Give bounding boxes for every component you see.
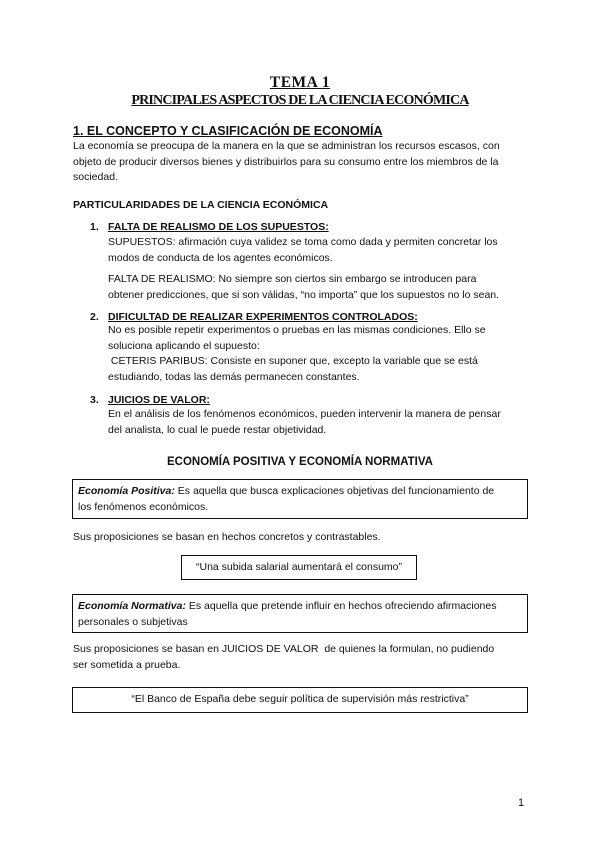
list-number: 1. (90, 221, 99, 233)
section-2-heading: ECONOMÍA POSITIVA Y ECONOMÍA NORMATIVA (166, 456, 433, 468)
normativa-example-box (72, 687, 528, 713)
list-item-2-body (108, 323, 486, 385)
text-line: Sus proposiciones se basan en JUICIOS DE VALOR de quienes la formulan, no pudiendo (73, 643, 495, 655)
normativa-definition-cont: personales o subjetivas (78, 615, 188, 628)
section-1-heading: 1. EL CONCEPTO Y CLASIFICACIÓN DE ECONOMÍA (73, 124, 383, 138)
text-line: sociedad. (73, 171, 118, 183)
text-line: modos de conducta de los agentes económicos. (108, 251, 333, 264)
particularidades-heading: PARTICULARIDADES DE LA CIENCIA ECONÓMICA (73, 199, 329, 211)
list-item-1-falta-realismo (108, 272, 499, 303)
text-line: En el análisis de los fenómenos económicos, pueden intervenir la manera de pensar (108, 408, 501, 420)
list-item-1-supuestos (108, 235, 498, 266)
text-line: La economía se preocupa de la manera en la que se administran los recursos escasos, con (73, 140, 500, 152)
section-1-intro (73, 139, 500, 186)
normativa-note (73, 642, 494, 673)
normativa-example: “El Banco de España debe seguir política de supervisión más restrictiva” (131, 693, 469, 705)
list-label: DIFICULTAD DE REALIZAR EXPERIMENTOS CONTROLADOS: (108, 311, 418, 323)
text-line: FALTA DE REALISMO: No siempre son ciertos sin embargo se introducen para (108, 273, 477, 285)
text-line: CETERIS PARIBUS: Consiste en suponer que, excepto la variable que se está (108, 355, 478, 367)
text-line: estudiando, todas las demás permanecen constantes. (108, 370, 360, 383)
list-label: FALTA DE REALISMO DE LOS SUPUESTOS: (108, 221, 329, 233)
tema-label: TEMA 1 (269, 74, 331, 91)
list-number: 2. (90, 311, 99, 323)
text-line: objeto de producir diversos bienes y distribuirlos para su consumo entre los miembros de la (73, 155, 499, 168)
list-item-3-body (108, 407, 501, 438)
list-label: JUICIOS DE VALOR: (108, 394, 210, 406)
page-number: 1 (518, 797, 525, 809)
text-line: No es posible repetir experimentos o pruebas en las mismas condiciones. Ello se (108, 324, 486, 336)
positiva-definition-box (72, 479, 528, 519)
list-item-2-heading (90, 311, 418, 323)
normativa-definition-box (72, 594, 528, 633)
normativa-definition: Es aquella que pretende influir en hechos ofreciendo afirmaciones (185, 600, 497, 612)
text-line: del analista, lo cual le puede restar objetividad. (108, 423, 327, 436)
list-number: 3. (90, 394, 99, 406)
text-line: obtener predicciones, que si son válidas, “no importa” que los supuestos no lo sean. (108, 288, 500, 301)
list-item-3-heading (90, 394, 210, 406)
positiva-example-box (181, 555, 417, 580)
text-line: soluciona aplicando el supuesto: (108, 339, 260, 352)
document-title: PRINCIPALES ASPECTOS DE LA CIENCIA ECONÓMICA (131, 93, 469, 108)
positiva-note: Sus proposiciones se basan en hechos concretos y contrastables. (73, 531, 381, 543)
positiva-term: Economía Positiva: (78, 485, 175, 497)
list-item-1-heading (90, 221, 329, 233)
positiva-definition-cont: los fenómenos económicos. (78, 500, 209, 513)
positiva-definition: Es aquella que busca explicaciones objetivas del funcionamiento de (174, 485, 495, 497)
normativa-term: Economía Normativa: (78, 600, 186, 612)
positiva-example: “Una subida salarial aumentará el consumo” (195, 561, 403, 573)
text-line: ser sometida a prueba. (73, 658, 181, 671)
text-line: SUPUESTOS: afirmación cuya validez se toma como dada y permiten concretar los (108, 236, 498, 248)
